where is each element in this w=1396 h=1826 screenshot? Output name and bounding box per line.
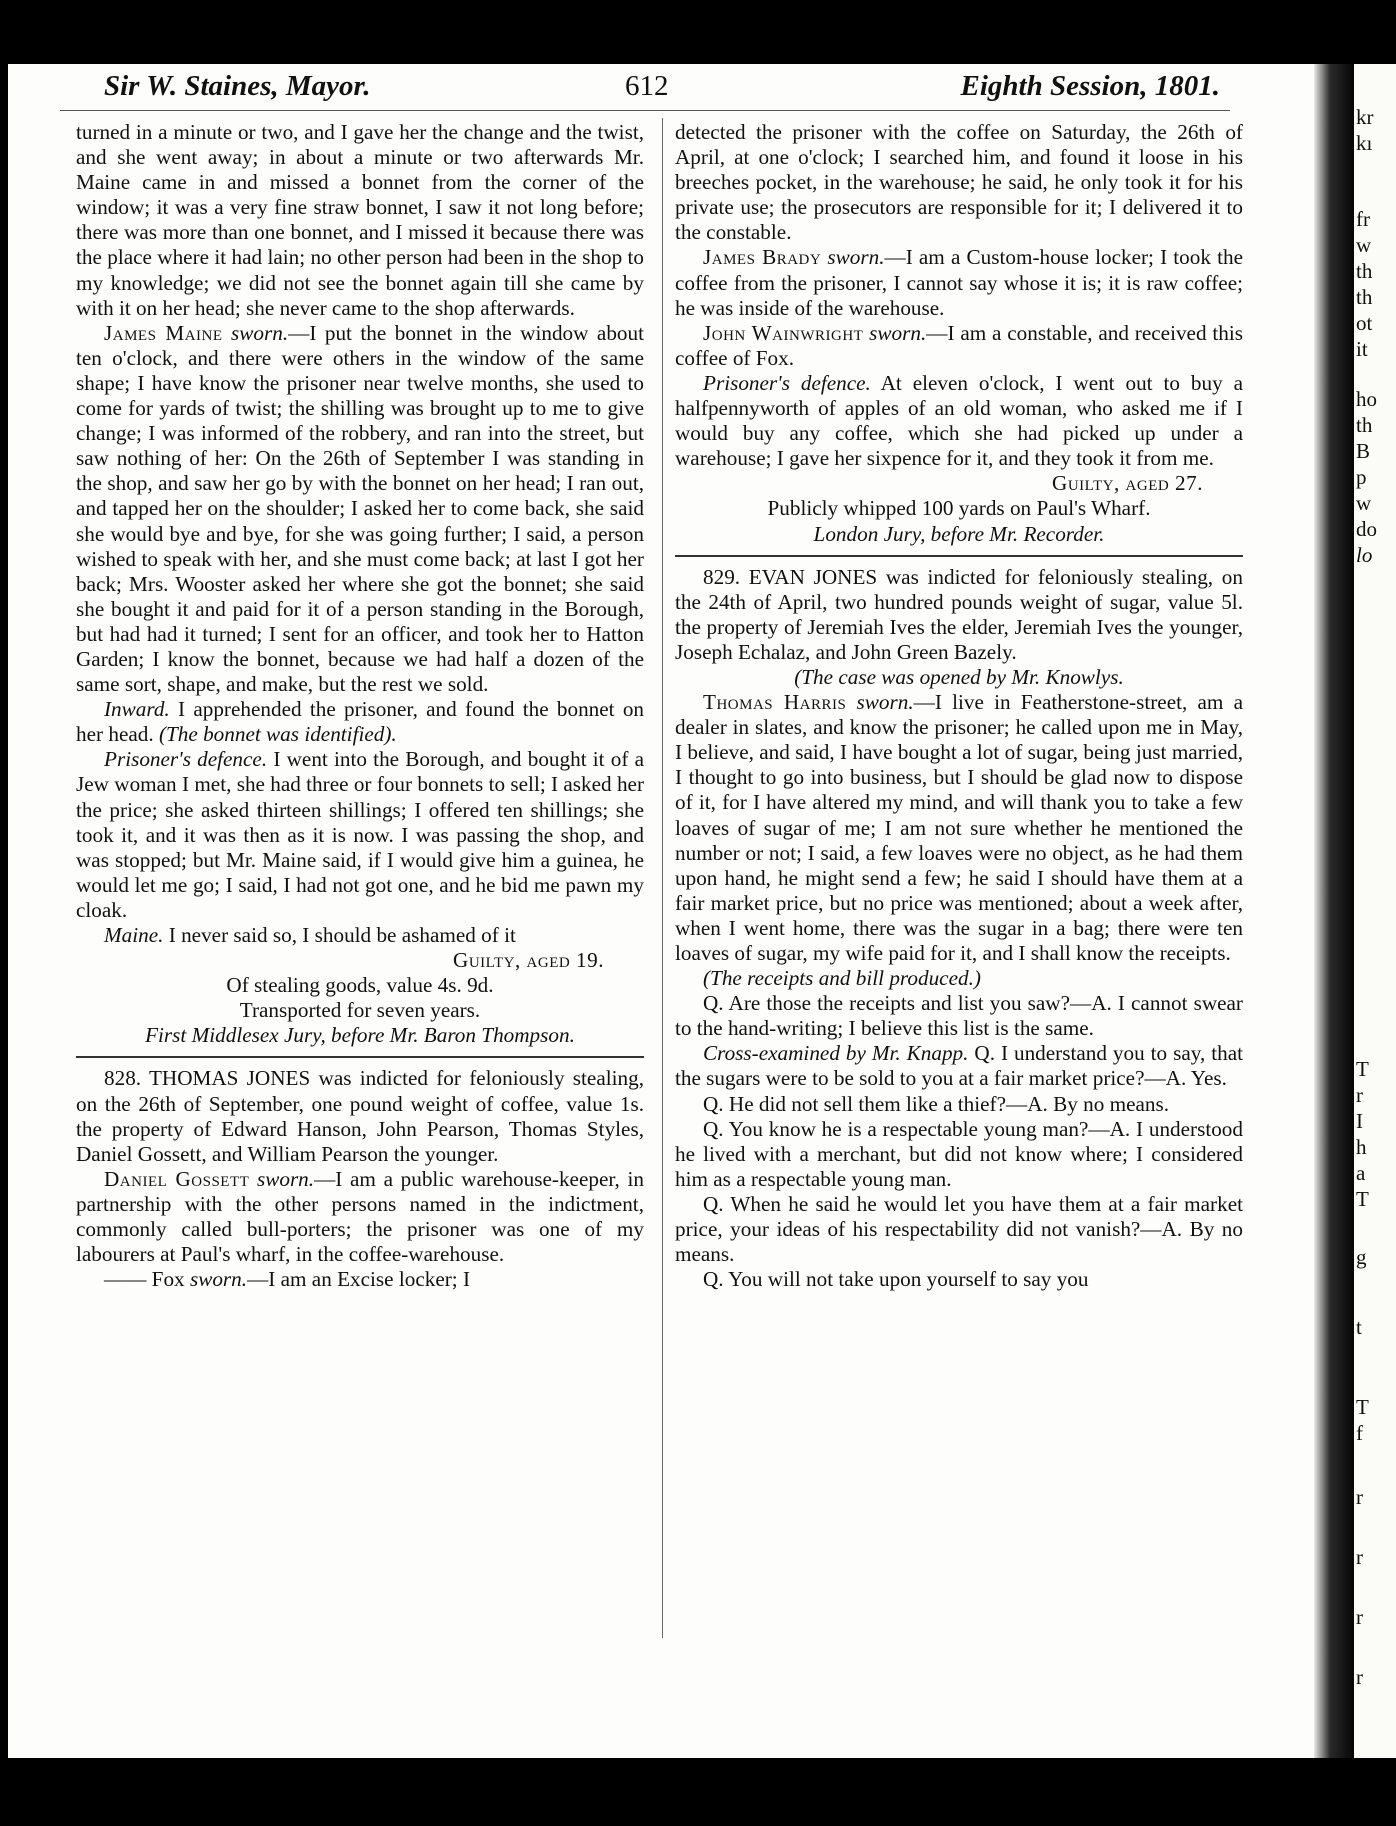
paragraph: turned in a minute or two, and I gave her the change and the twist, and she went away; in about a minute or two afterwards Mr. Maine came in and missed a bonnet from the corner of the window; it was a very fine straw bonnet, I saw it not long before; there was more than one bonnet, and I missed it because there was the place where it had lain; no other person had been in the shop to my knowledge; we did not see the bonnet again till she came by with it on her head; she never came to the shop afterwards.	[76, 120, 644, 320]
case-heading: 829. EVAN JONES was indicted for feloniously stealing, on the 24th of April, two hundred pounds weight of sugar, value 5l. the property of Jeremiah Ives the elder, Jeremiah Ives the younger, Joseph Echalaz, and John Green Bazely.	[675, 564, 1243, 664]
jury-line: First Middlesex Jury, before Mr. Baron Thompson.	[145, 1023, 575, 1048]
book-gutter	[1314, 64, 1354, 1758]
next-page-fragment: r	[1356, 1545, 1363, 1569]
next-page-fragment: it	[1356, 337, 1368, 361]
jury-line: London Jury, before Mr. Recorder.	[813, 521, 1105, 546]
next-page-fragment: t	[1356, 1315, 1362, 1339]
question: Q. Are those the receipts and list you saw?—A. I cannot swear to the hand-writing; I believe this list is the same.	[675, 991, 1243, 1041]
next-page-fragment: T	[1356, 1057, 1369, 1081]
paragraph: detected the prisoner with the coffee on Saturday, the 26th of April, at one o'clock; I searched him, and found it loose in his breeches pocket, in the warehouse; he said, he only took it for his private use; the prosecutors are responsible for it; I delivered it to the constable.	[675, 120, 1243, 245]
next-page-fragment: do	[1356, 517, 1377, 541]
next-page-fragment: w	[1356, 491, 1372, 515]
testimony: I went into the Borough, and bought it of a Jew woman I met, she had three or four bonnets to sell; I asked her the price; she asked thirteen shillings; I offered ten shillings; she took it, and it was then as it is now. I was passing the shop, and was stopped; but Mr. Maine said, if I would give him a guinea, he would let me go; I said, I had not got one, and he bid me pawn my cloak.	[76, 747, 645, 922]
right-column	[675, 120, 1243, 1292]
next-page-fragment: kı	[1356, 131, 1373, 155]
testimony: —I am an Excise locker; I	[247, 1267, 471, 1292]
column-divider	[662, 118, 663, 1638]
sentence: Publicly whipped 100 yards on Paul's Wharf.	[767, 496, 1151, 521]
next-page-fragment: I	[1356, 1109, 1363, 1133]
sentence: Transported for seven years.	[239, 998, 481, 1023]
witness-name: —— Fox	[104, 1267, 185, 1292]
witness-name: Daniel Gossett	[104, 1166, 250, 1191]
sworn-label: sworn.	[189, 1267, 248, 1292]
testimony: I never said so, I should be ashamed of it	[168, 923, 516, 947]
defence-label: Prisoner's defence.	[703, 370, 871, 395]
testimony: —I am a constable, and received this coffee of Fox.	[675, 320, 1243, 370]
sworn-label: sworn.	[231, 320, 289, 345]
testimony: —I am a public warehouse-keeper, in partnership with the other persons named in the indictment, commonly called bull-porters; the prisoner was one of my labourers at Paul's wharf, in the coffee-warehouse.	[76, 1166, 645, 1267]
sworn-label: sworn.	[256, 1166, 315, 1191]
sworn-label: sworn.	[869, 320, 927, 345]
witness-name: Thomas Harris	[703, 690, 847, 715]
next-page-fragment: th	[1356, 413, 1373, 437]
next-page-fragment: g	[1356, 1245, 1367, 1269]
next-page-fragment: h	[1356, 1135, 1367, 1159]
next-page-fragment: r	[1356, 1605, 1363, 1629]
next-page-fragment: ho	[1356, 387, 1377, 411]
witness-name: James Maine	[104, 320, 223, 345]
header-right: Eighth Session, 1801.	[960, 70, 1220, 102]
left-column	[76, 120, 644, 1292]
verdict: Guilty, aged 27.	[1052, 471, 1203, 496]
witness-name: Inward.	[104, 697, 170, 722]
paragraph	[675, 245, 1243, 320]
testimony: —I put the bonnet in the window about ten o'clock, and there were others in the window of the same shape; I have know the prisoner near twelve months, she used to come for yards of twist; the shilling was brought up to me to give change; I was informed of the robbery, and ran into the street, but saw nothing of her: On the 26th of September I was standing in the shop, and saw her go by with the bonnet on her head; I ran out, and tapped her on the shoulder; I asked her to come back, she said she would bye and bye, for she was going further; I said, a person wished to speak with her, and she must come back; at last I got her back; Mrs. Wooster asked her where she got the bonnet; she said she bought it and paid for it of a person standing in the Borough, but had had it turned; I sent for an officer, and took her to Hatton Garden; I know the bonnet, because we had half a dozen of the same sort, shape, and make, but the rest we sold.	[76, 320, 644, 697]
question: Q. When he said he would let you have them at a fair market price, your ideas of his respectability did not vanish?—A. By no means.	[675, 1191, 1243, 1267]
paragraph	[675, 321, 1243, 371]
paragraph	[675, 690, 1243, 966]
witness-name: Maine.	[104, 923, 164, 947]
next-page-fragment: ot	[1356, 311, 1373, 335]
verdict: Guilty, aged 19.	[453, 948, 604, 973]
witness-name: James Brady	[703, 245, 822, 270]
next-page-fragment: w	[1356, 233, 1372, 257]
sentence: Of stealing goods, value 4s. 9d.	[226, 973, 494, 998]
next-page-fragment: th	[1356, 285, 1373, 309]
scan-border-bottom	[0, 1758, 1396, 1826]
question: Q. You know he is a respectable young man?—A. I understood he lived with a merchant, but did not know where; I considered him as a respectable young man.	[675, 1116, 1243, 1191]
cross-label: Cross-examined by Mr. Knapp.	[703, 1041, 969, 1066]
paragraph	[76, 1267, 644, 1292]
next-page-edge	[1354, 64, 1396, 1758]
next-page-fragment: lo	[1356, 543, 1373, 567]
paragraph	[76, 1167, 644, 1267]
case-divider	[675, 555, 1243, 557]
testimony: —I live in Featherstone-street, am a dealer in slates, and know the prisoner; he called upon me in May, I believe, and said, I have bought a lot of sugar, being just married, I thought to go into business, but I should be glad now to dispose of it, for I have altered my mind, and will thank you to take a few loaves of sugar of me; I am not sure whether he mentioned the number or not; I said, a few loaves were no object, as he had them upon hand, he might send a few; he said I should have them at a fair market price, but no price was mentioned; about a week after, when I went home, there was the sugar in a bag; there were ten loaves of sugar, my wife paid for it, and I shall know the receipts.	[675, 690, 1243, 965]
next-page-fragment: a	[1356, 1161, 1366, 1185]
case-heading: 828. THOMAS JONES was indicted for feloniously stealing, on the 26th of September, one pound weight of coffee, value 1s. the property of Edward Hanson, John Pearson, Thomas Styles, Daniel Gossett, and William Pearson the younger.	[76, 1066, 644, 1166]
sworn-label: sworn.	[856, 690, 914, 715]
defence-label: Prisoner's defence.	[104, 747, 268, 772]
running-header	[90, 70, 1220, 110]
testimony: I apprehended the prisoner, and found the bonnet on her head.	[76, 697, 645, 747]
scan-border-left	[0, 0, 8, 1826]
paragraph	[675, 1041, 1243, 1091]
paragraph	[76, 697, 644, 747]
next-page-fragment: th	[1356, 259, 1373, 283]
header-left: Sir W. Staines, Mayor.	[104, 70, 371, 102]
next-page-fragment: f	[1356, 1421, 1363, 1445]
paragraph	[675, 371, 1243, 471]
header-rule	[60, 110, 1230, 111]
testimony: At eleven o'clock, I went out to buy a halfpennyworth of apples of an old woman, who asked me if I would buy any coffee, which she had picked up under a warehouse; I gave her sixpence for it, and they took it from me.	[675, 370, 1243, 471]
question: Q. I understand you to say, that the sugars were to be sold to you at a fair market price?—A. Yes.	[675, 1041, 1243, 1091]
next-page-fragment: T	[1356, 1395, 1369, 1419]
question: Q. You will not take upon yourself to say you	[703, 1267, 1089, 1292]
case-divider	[76, 1056, 644, 1058]
next-page-fragment: T	[1356, 1187, 1369, 1211]
scan-border-top	[0, 0, 1396, 68]
next-page-fragment: r	[1356, 1485, 1363, 1509]
paragraph	[76, 321, 644, 697]
question: Q. He did not sell them like a thief?—A. By no means.	[703, 1091, 1170, 1116]
next-page-fragment: fr	[1356, 207, 1370, 231]
page-number: 612	[625, 70, 669, 102]
court-note: (The case was opened by Mr. Knowlys.	[794, 664, 1124, 689]
witness-name: John Wainwright	[703, 320, 864, 345]
next-page-fragment: r	[1356, 1083, 1363, 1107]
court-note: (The bonnet was identified).	[158, 722, 397, 747]
next-page-fragment: kr	[1356, 105, 1374, 129]
paragraph	[76, 747, 644, 923]
next-page-fragment: r	[1356, 1665, 1363, 1689]
next-page-fragment: p	[1356, 465, 1367, 489]
court-note: (The receipts and bill produced.)	[703, 966, 981, 991]
sworn-label: sworn.	[827, 245, 885, 270]
testimony: —I am a Custom-house locker; I took the coffee from the prisoner, I cannot say whose it is; it is raw coffee; he was inside of the warehouse.	[675, 245, 1243, 320]
next-page-fragment: B	[1356, 439, 1371, 463]
paragraph	[76, 923, 644, 948]
